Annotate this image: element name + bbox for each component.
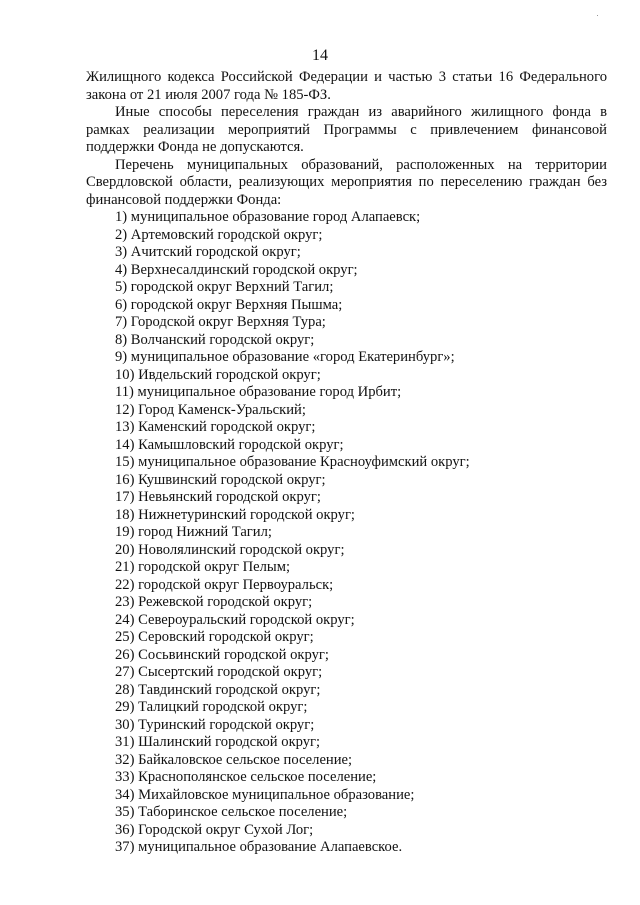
list-item: 35) Таборинское сельское поселение;: [115, 804, 348, 820]
list-item: 9) муниципальное образование «город Екатеринбург»;: [115, 349, 455, 365]
list-item: 7) Городской округ Верхняя Тура;: [115, 314, 326, 330]
document-body: [86, 69, 607, 857]
list-item: 29) Талицкий городской округ;: [115, 699, 308, 715]
list-item: 28) Тавдинский городской округ;: [115, 681, 321, 698]
scan-mark: ·: [596, 10, 599, 20]
list-item: 24) Североуральский городской округ;: [115, 611, 355, 628]
list-item: 18) Нижнетуринский городской округ;: [115, 506, 355, 523]
list-item: 8) Волчанский городской округ;: [115, 331, 315, 348]
list-item: 11) муниципальное образование город Ирбит;: [115, 384, 402, 400]
list-item: 31) Шалинский городской округ;: [115, 734, 321, 750]
list-item: 32) Байкаловское сельское поселение;: [115, 751, 353, 768]
list-item: 21) городской округ Пелым;: [115, 559, 291, 575]
list-item: 15) муниципальное образование Красноуфимский округ;: [115, 454, 470, 470]
list-item: 5) городской округ Верхний Тагил;: [115, 279, 334, 295]
list-item: 22) городской округ Первоуральск;: [115, 576, 334, 593]
list-item: 14) Камышловский городской округ;: [115, 436, 344, 453]
list-item: 25) Серовский городской округ;: [115, 629, 314, 645]
list-item: 17) Невьянский городской округ;: [115, 489, 321, 505]
list-item: 34) Михайловское муниципальное образование;: [115, 786, 415, 803]
list-item: 6) городской округ Верхняя Пышма;: [115, 296, 343, 313]
municipalities-list: [86, 209, 607, 857]
list-item: 3) Ачитский городской округ;: [115, 244, 301, 260]
paragraph-resettlement-methods: Иные способы переселения граждан из аварийного жилищного фонда в рамках реализации мероприятий Программы с привлечением финансовой поддержки Фонда не допускаются.: [86, 104, 607, 155]
list-item: 10) Ивдельский городской округ;: [115, 366, 321, 383]
paragraph-continuation: Жилищного кодекса Российской Федерации и частью 3 статьи 16 Федерального закона от 21 июля 2007 года № 185-ФЗ.: [86, 69, 607, 103]
page-number: 14: [312, 47, 328, 64]
list-item: 26) Сосьвинский городской округ;: [115, 646, 329, 663]
list-item: 27) Сысертский городской округ;: [115, 664, 323, 680]
list-item: 12) Город Каменск-Уральский;: [115, 401, 306, 418]
list-item: 13) Каменский городской округ;: [115, 419, 316, 435]
list-item: 16) Кушвинский городской округ;: [115, 471, 326, 488]
list-item: 19) город Нижний Тагил;: [115, 524, 272, 540]
list-item: 37) муниципальное образование Алапаевское.: [115, 839, 403, 855]
list-item: 20) Новолялинский городской округ;: [115, 541, 345, 558]
list-item: 33) Краснополянское сельское поселение;: [115, 769, 377, 785]
list-item: 36) Городской округ Сухой Лог;: [115, 821, 314, 838]
list-item: 2) Артемовский городской округ;: [115, 226, 323, 243]
paragraph-municipalities-intro: Перечень муниципальных образований, расположенных на территории Свердловской области, реализующих мероприятия по переселению граждан без финансовой поддержки Фонда:: [86, 156, 607, 208]
list-item: 23) Режевской городской округ;: [115, 594, 313, 610]
list-item: 1) муниципальное образование город Алапаевск;: [115, 209, 421, 225]
list-item: 4) Верхнесалдинский городской округ;: [115, 261, 358, 278]
list-item: 30) Туринский городской округ;: [115, 716, 315, 733]
